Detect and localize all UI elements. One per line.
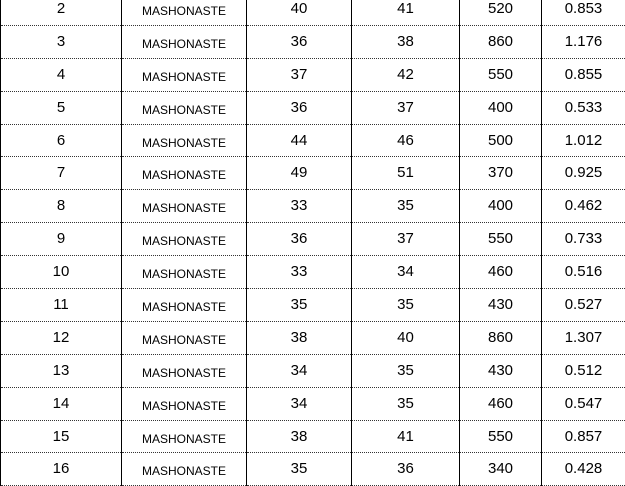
- value4-cell: 0.853: [542, 0, 625, 25]
- value3-cell: 430: [460, 354, 542, 387]
- row-number-cell: 15: [1, 420, 122, 453]
- table-row: [1, 91, 625, 124]
- value4-cell: 0.857: [542, 420, 625, 453]
- species-cell: MASHONASTE: [122, 321, 247, 354]
- value2-cell: 36: [352, 453, 460, 486]
- value4-cell: 0.733: [542, 223, 625, 256]
- value3-cell: 550: [460, 58, 542, 91]
- table-row: [1, 190, 625, 223]
- value4-cell: 0.547: [542, 387, 625, 420]
- species-cell: MASHONASTE: [122, 289, 247, 322]
- row-number-cell: 6: [1, 124, 122, 157]
- value1-cell: 33: [247, 190, 352, 223]
- value2-cell: 37: [352, 91, 460, 124]
- value1-cell: 37: [247, 58, 352, 91]
- species-cell: MASHONASTE: [122, 58, 247, 91]
- table-row: [1, 453, 625, 486]
- table-row: [1, 256, 625, 289]
- value2-cell: 41: [352, 420, 460, 453]
- table-row: [1, 321, 625, 354]
- species-cell: MASHONASTE: [122, 0, 247, 25]
- value1-cell: 35: [247, 289, 352, 322]
- value1-cell: 33: [247, 256, 352, 289]
- species-cell: MASHONASTE: [122, 420, 247, 453]
- species-cell: MASHONASTE: [122, 157, 247, 190]
- table-row: [1, 420, 625, 453]
- row-number-cell: 4: [1, 58, 122, 91]
- value1-cell: 36: [247, 25, 352, 58]
- value3-cell: 520: [460, 0, 542, 25]
- species-cell: MASHONASTE: [122, 25, 247, 58]
- value3-cell: 400: [460, 190, 542, 223]
- value3-cell: 340: [460, 453, 542, 486]
- species-cell: MASHONASTE: [122, 91, 247, 124]
- value3-cell: 460: [460, 387, 542, 420]
- value3-cell: 860: [460, 25, 542, 58]
- table-row: [1, 387, 625, 420]
- value3-cell: 400: [460, 91, 542, 124]
- row-number-cell: 13: [1, 354, 122, 387]
- value4-cell: 1.176: [542, 25, 625, 58]
- value3-cell: 860: [460, 321, 542, 354]
- value1-cell: 35: [247, 453, 352, 486]
- value4-cell: 1.307: [542, 321, 625, 354]
- value1-cell: 34: [247, 387, 352, 420]
- value3-cell: 500: [460, 124, 542, 157]
- value2-cell: 35: [352, 387, 460, 420]
- value1-cell: 34: [247, 354, 352, 387]
- table-row: [1, 124, 625, 157]
- value4-cell: 0.462: [542, 190, 625, 223]
- table-row: [1, 223, 625, 256]
- value3-cell: 430: [460, 289, 542, 322]
- value4-cell: 0.428: [542, 453, 625, 486]
- value4-cell: 0.855: [542, 58, 625, 91]
- value1-cell: 40: [247, 0, 352, 25]
- table-body: [1, 0, 625, 486]
- value1-cell: 49: [247, 157, 352, 190]
- value4-cell: 0.533: [542, 91, 625, 124]
- table-row: [1, 354, 625, 387]
- value2-cell: 40: [352, 321, 460, 354]
- row-number-cell: 5: [1, 91, 122, 124]
- species-cell: MASHONASTE: [122, 354, 247, 387]
- value2-cell: 35: [352, 190, 460, 223]
- row-number-cell: 2: [1, 0, 122, 25]
- value1-cell: 44: [247, 124, 352, 157]
- row-number-cell: 10: [1, 256, 122, 289]
- value1-cell: 38: [247, 420, 352, 453]
- value1-cell: 36: [247, 91, 352, 124]
- species-cell: MASHONASTE: [122, 124, 247, 157]
- table-row: [1, 289, 625, 322]
- species-cell: MASHONASTE: [122, 256, 247, 289]
- value3-cell: 460: [460, 256, 542, 289]
- table-row: [1, 0, 625, 25]
- value2-cell: 35: [352, 354, 460, 387]
- table-row: [1, 25, 625, 58]
- value2-cell: 34: [352, 256, 460, 289]
- row-number-cell: 11: [1, 289, 122, 322]
- value3-cell: 550: [460, 420, 542, 453]
- value4-cell: 0.925: [542, 157, 625, 190]
- value4-cell: 1.012: [542, 124, 625, 157]
- value3-cell: 550: [460, 223, 542, 256]
- value4-cell: 0.527: [542, 289, 625, 322]
- species-cell: MASHONASTE: [122, 387, 247, 420]
- species-cell: MASHONASTE: [122, 190, 247, 223]
- table-row: [1, 157, 625, 190]
- row-number-cell: 16: [1, 453, 122, 486]
- value2-cell: 42: [352, 58, 460, 91]
- row-number-cell: 8: [1, 190, 122, 223]
- value2-cell: 35: [352, 289, 460, 322]
- value2-cell: 38: [352, 25, 460, 58]
- value2-cell: 51: [352, 157, 460, 190]
- value2-cell: 41: [352, 0, 460, 25]
- value1-cell: 38: [247, 321, 352, 354]
- value4-cell: 0.516: [542, 256, 625, 289]
- row-number-cell: 3: [1, 25, 122, 58]
- row-number-cell: 7: [1, 157, 122, 190]
- value2-cell: 46: [352, 124, 460, 157]
- row-number-cell: 9: [1, 223, 122, 256]
- value3-cell: 370: [460, 157, 542, 190]
- row-number-cell: 12: [1, 321, 122, 354]
- value4-cell: 0.512: [542, 354, 625, 387]
- value2-cell: 37: [352, 223, 460, 256]
- table-row: [1, 58, 625, 91]
- species-cell: MASHONASTE: [122, 223, 247, 256]
- row-number-cell: 14: [1, 387, 122, 420]
- value1-cell: 36: [247, 223, 352, 256]
- species-cell: MASHONASTE: [122, 453, 247, 486]
